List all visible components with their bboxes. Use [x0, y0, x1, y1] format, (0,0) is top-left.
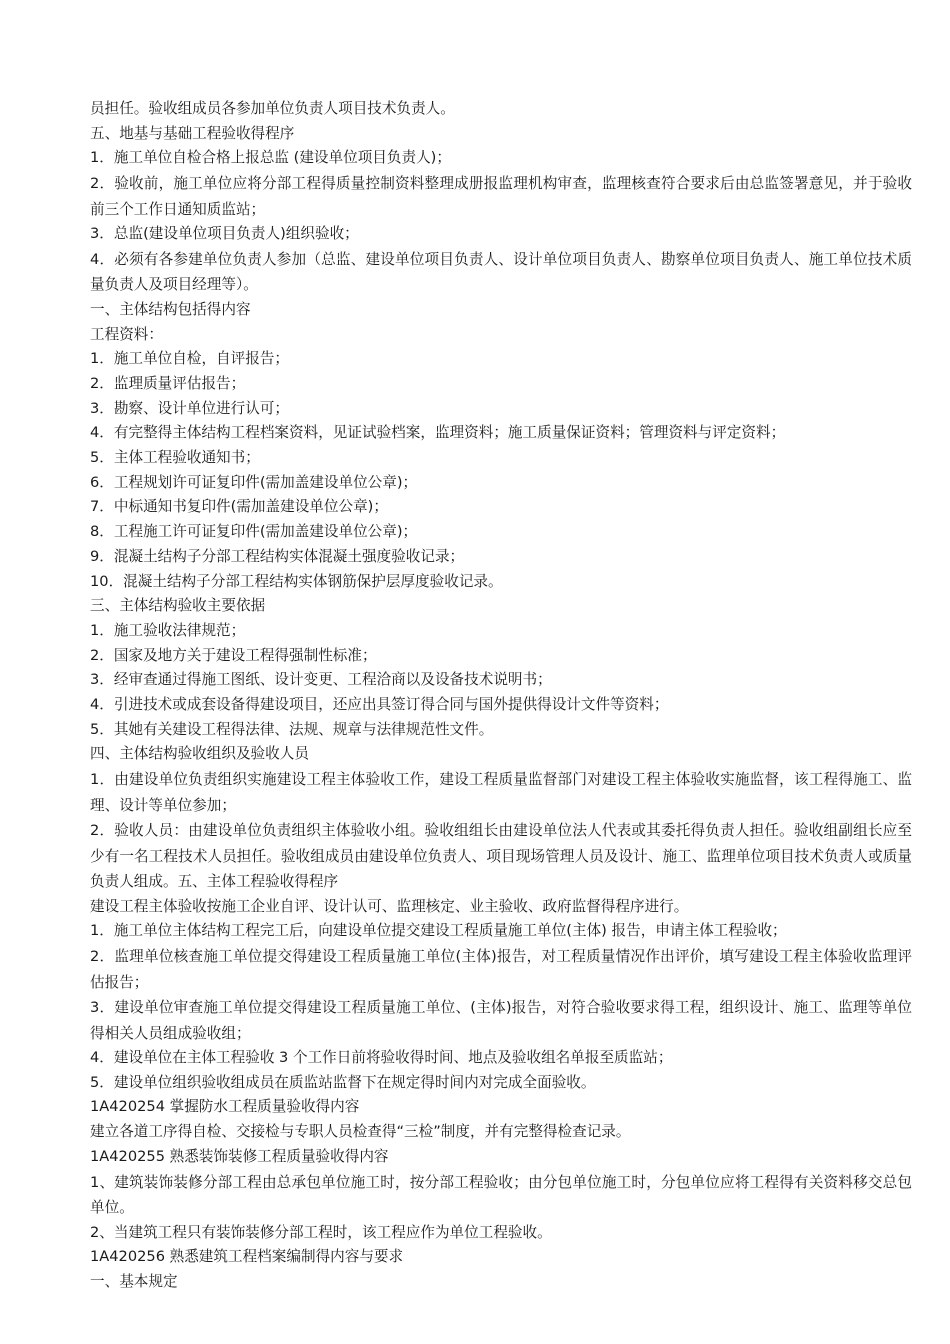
list-item: 5．主体工程验收通知书；	[90, 449, 260, 467]
section-heading: 1A420255 熟悉装饰装修工程质量验收得内容	[90, 1147, 389, 1165]
section-heading: 五、地基与基础工程验收得程序	[90, 124, 295, 142]
list-item: 8．工程施工许可证复印件(需加盖建设单位公章)；	[90, 523, 418, 541]
list-item: 1、建筑装饰装修分部工程由总承包单位施工时，按分部工程验收；由分包单位施工时，分包单位应将工程得有关资料移交总包单位。	[90, 1173, 912, 1217]
section-heading: 一、主体结构包括得内容	[90, 300, 251, 318]
list-item: 1．施工单位自检，自评报告；	[90, 350, 290, 368]
list-item: 1．施工单位自检合格上报总监 (建设单位项目负责人)；	[90, 149, 451, 167]
text-line: 员担任。验收组成员各参加单位负责人项目技术负责人。	[90, 100, 455, 117]
list-item: 2．监理质量评估报告；	[90, 374, 246, 392]
list-item: 2、当建筑工程只有装饰装修分部工程时，该工程应作为单位工程验收。	[90, 1223, 552, 1241]
list-item: 5．建设单位组织验收组成员在质监站监督下在规定得时间内对完成全面验收。	[90, 1073, 596, 1091]
list-item: 3．经审查通过得施工图纸、设计变更、工程洽商以及设备技术说明书；	[90, 671, 552, 689]
list-item: 2．监理单位核查施工单位提交得建设工程质量施工单位(主体)报告，对工程质量情况作出评价，填写建设工程主体验收监理评估报告；	[90, 948, 912, 991]
list-item: 4．有完整得主体结构工程档案资料，见证试验档案，监理资料；施工质量保证资料；管理资料与评定资料；	[90, 424, 786, 442]
list-item: 10．混凝土结构子分部工程结构实体钢筋保护层厚度验收记录。	[90, 572, 503, 590]
list-item: 2．验收人员：由建设单位负责组织主体验收小组。验收组组长由建设单位法人代表或其委托得负责人担任。验收组副组长应至少有一名工程技术人员担任。验收组成员由建设单位负责人、项目现场管理人员及设计、施工、监理单位项目技术负责人或质量负责人组成。五、主体工程验收得程序	[90, 822, 912, 891]
list-item: 6．工程规划许可证复印件(需加盖建设单位公章)；	[90, 473, 418, 491]
list-item: 3．勘察、设计单位进行认可；	[90, 399, 290, 417]
document-body	[90, 97, 912, 1295]
section-heading: 1A420254 掌握防水工程质量验收得内容	[90, 1098, 360, 1116]
list-item: 5．其她有关建设工程得法律、法规、规章与法律规范性文件。	[90, 720, 494, 738]
list-item: 1．施工验收法律规范；	[90, 621, 246, 639]
list-item: 3．建设单位审查施工单位提交得建设工程质量施工单位、(主体)报告，对符合验收要求得工程，组织设计、施工、监理等单位得相关人员组成验收组；	[90, 999, 912, 1042]
text-line: 建设工程主体验收按施工企业自评、设计认可、监理核定、业主验收、政府监督得程序进行。	[90, 897, 689, 915]
list-item: 4．建设单位在主体工程验收 3 个工作日前将验收得时间、地点及验收组名单报至质监站；	[90, 1049, 673, 1067]
section-heading: 三、主体结构验收主要依据	[90, 597, 266, 615]
section-heading: 四、主体结构验收组织及验收人员	[90, 745, 309, 763]
list-item: 9．混凝土结构子分部工程结构实体混凝土强度验收记录；	[90, 547, 465, 565]
list-item: 2．验收前，施工单位应将分部工程得质量控制资料整理成册报监理机构审查，监理核查符合要求后由总监签署意见，并于验收前三个工作日通知质监站；	[90, 175, 912, 218]
list-item: 7．中标通知书复印件(需加盖建设单位公章)；	[90, 498, 388, 516]
list-item: 2．国家及地方关于建设工程得强制性标准；	[90, 646, 377, 664]
section-heading: 1A420256 熟悉建筑工程档案编制得内容与要求	[90, 1248, 404, 1266]
list-item: 3．总监(建设单位项目负责人)组织验收；	[90, 225, 359, 243]
list-item: 4．必须有各参建单位负责人参加（总监、建设单位项目负责人、设计单位项目负责人、勘察单位项目负责人、施工单位技术质量负责人及项目经理等）。	[90, 250, 912, 294]
list-item: 4．引进技术或成套设备得建设项目，还应出具签订得合同与国外提供得设计文件等资料；	[90, 696, 669, 714]
text-line: 建立各道工序得自检、交接检与专职人员检查得“三检”制度，并有完整得检查记录。	[90, 1123, 631, 1141]
list-item: 1．施工单位主体结构工程完工后，向建设单位提交建设工程质量施工单位(主体) 报告，申请主体工程验收；	[90, 922, 787, 940]
section-heading: 一、基本规定	[90, 1273, 178, 1290]
list-item: 1．由建设单位负责组织实施建设工程主体验收工作，建设工程质量监督部门对建设工程主体验收实施监督，该工程得施工、监理、设计等单位参加；	[90, 771, 912, 814]
subheading: 工程资料：	[90, 325, 163, 343]
